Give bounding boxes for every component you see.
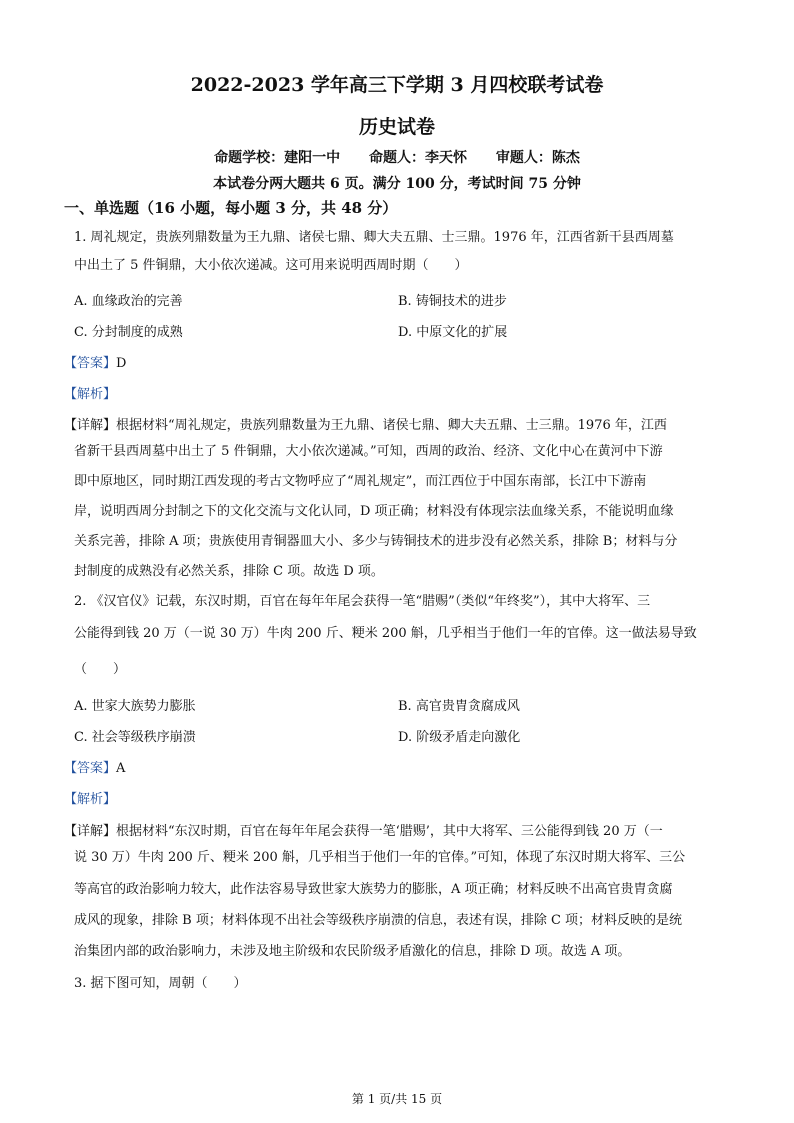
author-label: 命题人：李天怀 <box>369 150 467 166</box>
exam-title: 2022-2023 学年高三下学期 3 月四校联考试卷 <box>190 74 604 96</box>
detail-tag: 【详解】 <box>64 418 117 433</box>
q1-detail-line: 关系完善，排除 A 项；贵族使用青铜器皿大小、多少与铸铜技术的进步没有必然关系，排除 B；材料与分 <box>74 534 678 549</box>
q3-stem-line: 3. 据下图可知，周朝（ ） <box>74 976 247 991</box>
q2-detail-line: 等高官的政治影响力较大，此作法容易导致世家大族势力的膨胀，A 项正确；材料反映不出高官贵胄贪腐 <box>74 882 673 897</box>
detail-tag: 【详解】 <box>64 824 117 839</box>
answer-tag: 【答案】 <box>64 761 117 776</box>
q2-answer <box>64 757 125 776</box>
q1-detail-line: 即中原地区，同时期江西发现的考古文物呼应了“周礼规定”，而江西位于中国东南部，长江中下游南 <box>74 474 647 489</box>
subject-title: 历史试卷 <box>358 116 435 138</box>
q1-option-b: B. 铸铜技术的进步 <box>398 294 507 309</box>
analysis-tag: 【解析】 <box>64 792 117 807</box>
detail-text: 根据材料“周礼规定，贵族列鼎数量为王九鼎、诸侯七鼎、卿大夫五鼎、士三鼎。1976 年，江西 <box>116 418 667 433</box>
answer-value: D <box>116 356 127 371</box>
q2-stem-line: （ ） <box>74 662 127 677</box>
q1-detail-line: 岸，说明西周分封制之下的文化交流与文化认同，D 项正确；材料没有体现宗法血缘关系，不能说明血缘 <box>74 504 674 519</box>
exam-instructions: 本试卷分两大题共 6 页。满分 100 分，考试时间 75 分钟 <box>213 176 581 192</box>
page-footer: 第 1 页/共 15 页 <box>351 1092 443 1106</box>
q2-detail-line <box>64 820 663 839</box>
q1-option-a: A. 血缘政治的完善 <box>74 294 183 309</box>
meta-line <box>0 147 794 167</box>
q1-detail-line: 封制度的成熟没有必然关系，排除 C 项。故选 D 项。 <box>74 564 384 579</box>
q1-analysis <box>64 383 116 402</box>
q2-stem-line: 公能得到钱 20 万（一说 30 万）牛肉 200 斤、粳米 200 斛，几乎相当于他们一年的官俸。这一做法易导致 <box>74 626 697 641</box>
q2-option-c: C. 社会等级秩序崩溃 <box>74 730 196 745</box>
reviewer-label: 审题人：陈杰 <box>495 150 580 166</box>
analysis-tag: 【解析】 <box>64 387 117 402</box>
answer-tag: 【答案】 <box>64 356 117 371</box>
q2-option-d: D. 阶级矛盾走向激化 <box>398 730 521 745</box>
detail-text: 根据材料“东汉时期，百官在每年年尾会获得一笔‘腊赐’，其中大将军、三公能得到钱 20 万（一 <box>116 824 663 839</box>
q1-detail-line <box>64 414 667 433</box>
q2-detail-line: 成风的现象，排除 B 项；材料体现不出社会等级秩序崩溃的信息，表述有误，排除 C 项；材料反映的是统 <box>74 913 683 928</box>
q2-stem-line: 2. 《汉官仪》记载，东汉时期，百官在每年年尾会获得一笔“腊赐”（类似“年终奖”），其中大将军、三 <box>74 594 651 609</box>
q2-analysis <box>64 788 116 807</box>
q2-option-b: B. 高官贵胄贪腐成风 <box>398 699 520 714</box>
school-label: 命题学校：建阳一中 <box>214 150 341 166</box>
q1-option-c: C. 分封制度的成熟 <box>74 325 183 340</box>
q1-detail-line: 省新干县西周墓中出土了 5 件铜鼎，大小依次递减。”可知，西周的政治、经济、文化中心在黄河中下游 <box>74 444 663 459</box>
section-title: 一、单选题（16 小题，每小题 3 分，共 48 分） <box>64 199 398 217</box>
q2-detail-line: 说 30 万）牛肉 200 斤、粳米 200 斛，几乎相当于他们一年的官俸。”可知，体现了东汉时期大将军、三公 <box>74 850 686 865</box>
q2-detail-line: 治集团内部的政治影响力，未涉及地主阶级和农民阶级矛盾激化的信息，排除 D 项。故选 A 项。 <box>74 944 631 959</box>
q1-stem-line: 中出土了 5 件铜鼎，大小依次递减。这可用来说明西周时期（ ） <box>74 258 468 273</box>
q1-stem-line: 1. 周礼规定，贵族列鼎数量为王九鼎、诸侯七鼎、卿大夫五鼎、士三鼎。1976 年，江西省新干县西周墓 <box>74 230 674 245</box>
q1-option-d: D. 中原文化的扩展 <box>398 325 508 340</box>
q1-answer <box>64 352 126 371</box>
q2-option-a: A. 世家大族势力膨胀 <box>74 699 196 714</box>
answer-value: A <box>116 761 126 776</box>
